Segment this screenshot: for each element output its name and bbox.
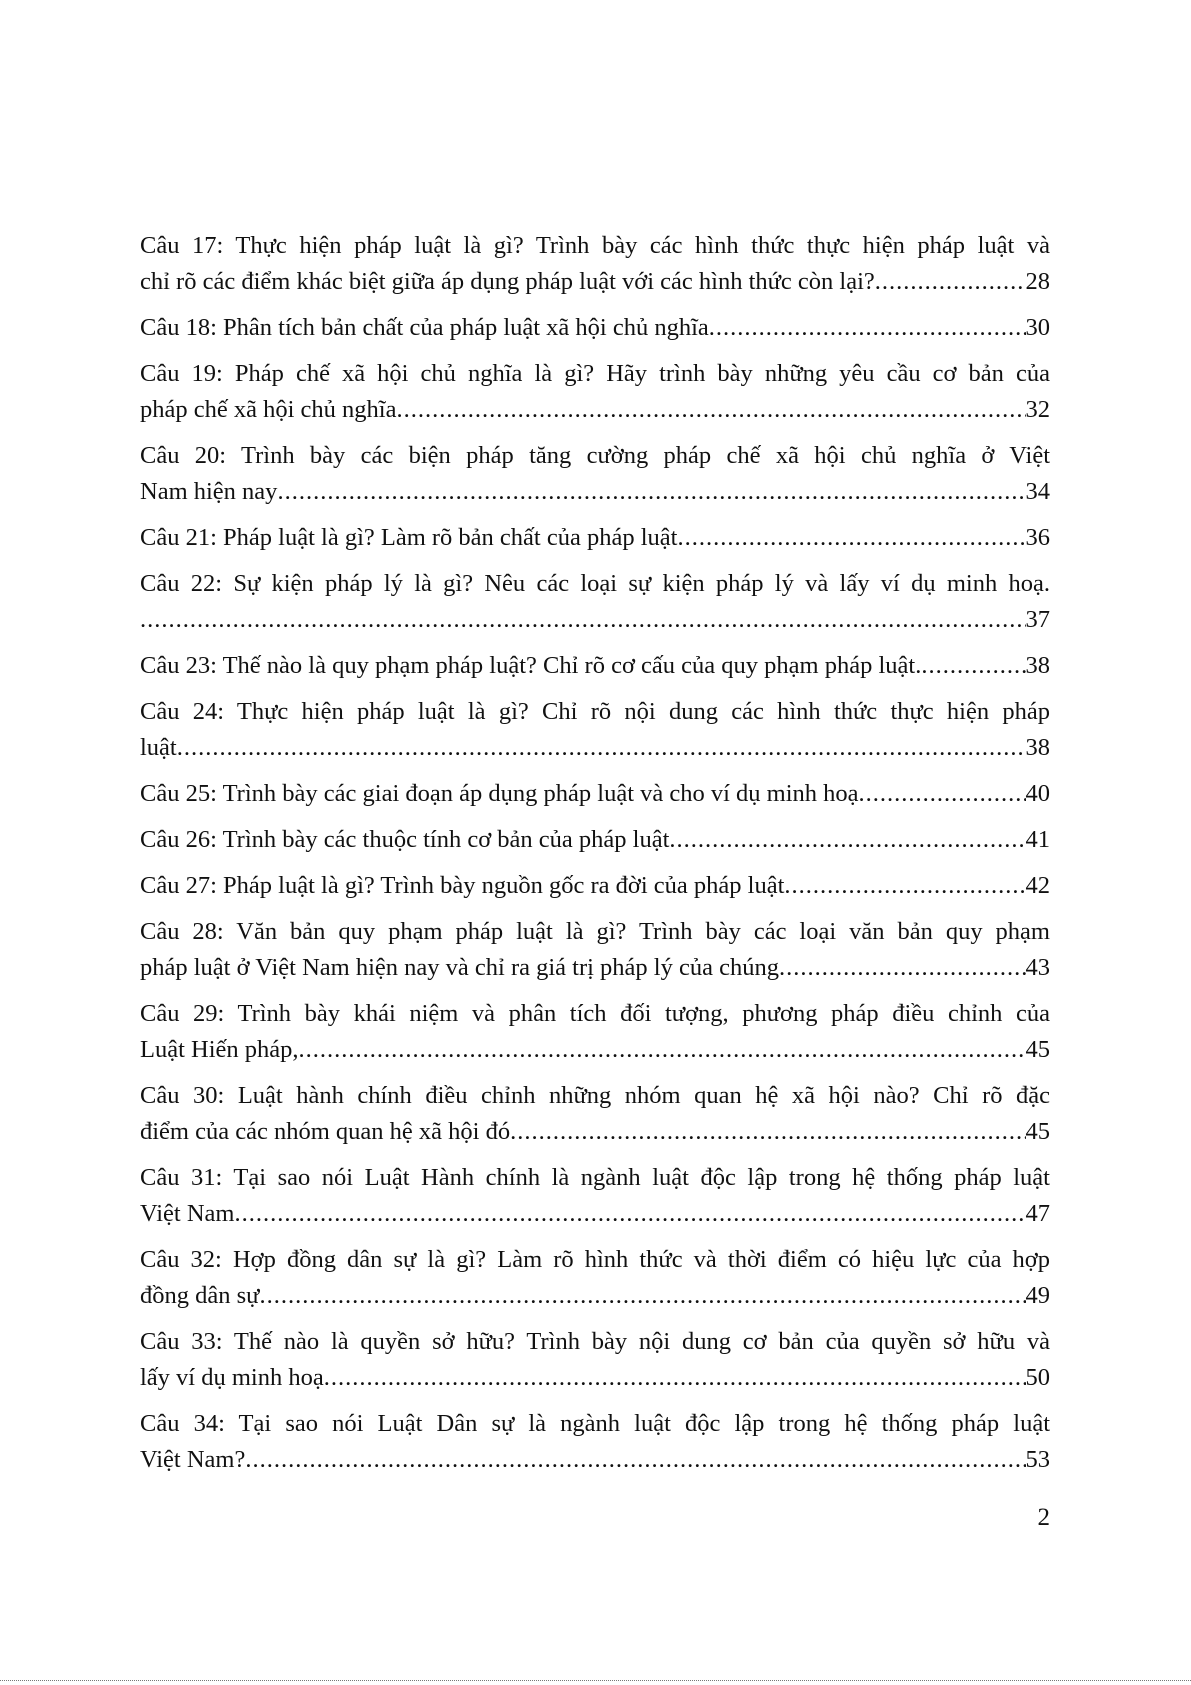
toc-entry[interactable] xyxy=(140,566,1050,638)
dot-leader xyxy=(245,1442,1025,1478)
dot-leader xyxy=(299,1032,1026,1068)
toc-entry-line: Câu 17: Thực hiện pháp luật là gì? Trình bày các hình thức thực hiện pháp luật và xyxy=(140,232,1050,259)
toc-entry-last-line xyxy=(140,730,1050,766)
dot-leader xyxy=(921,648,1025,684)
toc-entry-title: chỉ rõ các điểm khác biệt giữa áp dụng pháp luật với các hình thức còn lại? xyxy=(140,268,875,295)
toc-entry-line: Câu 33: Thế nào là quyền sở hữu? Trình bày nội dung cơ bản của quyền sở hữu và xyxy=(140,1328,1050,1355)
toc-entry[interactable] xyxy=(140,438,1050,510)
toc-entry[interactable] xyxy=(140,1078,1050,1150)
dot-leader xyxy=(779,950,1026,986)
toc-entry[interactable] xyxy=(140,310,1050,346)
dot-leader xyxy=(669,822,1025,858)
dot-leader xyxy=(177,730,1026,766)
toc-entry-page: 45 xyxy=(1025,1118,1050,1145)
toc-entry[interactable] xyxy=(140,868,1050,904)
toc-entry-last-line xyxy=(140,392,1050,428)
toc-entry-line: Câu 31: Tại sao nói Luật Hành chính là ngành luật độc lập trong hệ thống pháp luật xyxy=(140,1164,1050,1191)
dot-leader xyxy=(784,868,1025,904)
toc-entry-page: 45 xyxy=(1025,1036,1050,1063)
toc-entry[interactable] xyxy=(140,228,1050,300)
dot-leader xyxy=(259,1278,1025,1314)
toc-entry-last-line xyxy=(140,868,1050,904)
dot-leader xyxy=(677,520,1025,556)
toc-entry-title: pháp luật ở Việt Nam hiện nay và chỉ ra giá trị pháp lý của chúng xyxy=(140,954,779,981)
toc-entry[interactable] xyxy=(140,648,1050,684)
dot-leader xyxy=(140,602,1026,638)
toc-entry-page: 40 xyxy=(1025,780,1050,807)
toc-entry-page: 38 xyxy=(1025,734,1050,761)
toc-entry-page: 42 xyxy=(1025,872,1050,899)
dot-leader xyxy=(709,310,1026,346)
toc-entry-last-line xyxy=(140,1114,1050,1150)
toc-entry-last-line xyxy=(140,1196,1050,1232)
toc-entry-title: đồng dân sự xyxy=(140,1282,260,1309)
toc-entry-line: Câu 22: Sự kiện pháp lý là gì? Nêu các loại sự kiện pháp lý và lấy ví dụ minh hoạ. xyxy=(140,570,1050,597)
toc-entry-last-line xyxy=(140,1360,1050,1396)
toc-entry-page: 32 xyxy=(1025,396,1050,423)
toc-entry-line: Câu 28: Văn bản quy phạm pháp luật là gì? Trình bày các loại văn bản quy phạm xyxy=(140,918,1050,945)
toc-entry-last-line xyxy=(140,1442,1050,1478)
dot-leader xyxy=(324,1360,1026,1396)
toc-entry-title: Việt Nam? xyxy=(140,1446,246,1473)
dot-leader xyxy=(875,264,1026,300)
toc-entry-line: Câu 34: Tại sao nói Luật Dân sự là ngành luật độc lập trong hệ thống pháp luật xyxy=(140,1410,1050,1437)
toc-entry[interactable] xyxy=(140,356,1050,428)
dot-leader xyxy=(396,392,1025,428)
toc-entry-page: 53 xyxy=(1025,1446,1050,1473)
toc-entry-title: lấy ví dụ minh hoạ xyxy=(140,1364,324,1391)
toc-entry-title: Việt Nam xyxy=(140,1200,235,1227)
toc-entry-page: 49 xyxy=(1025,1282,1050,1309)
toc-entry-page: 47 xyxy=(1025,1200,1050,1227)
bottom-divider xyxy=(0,1680,1191,1681)
toc-entry-page: 38 xyxy=(1025,652,1050,679)
dot-leader xyxy=(234,1196,1025,1232)
toc-entry-title: Nam hiện nay xyxy=(140,478,278,505)
toc-entry-last-line xyxy=(140,602,1050,638)
toc-entry-title: điểm của các nhóm quan hệ xã hội đó xyxy=(140,1118,511,1145)
toc-entry-last-line xyxy=(140,822,1050,858)
toc-entry-line: Câu 19: Pháp chế xã hội chủ nghĩa là gì? Hãy trình bày những yêu cầu cơ bản của xyxy=(140,360,1050,387)
toc-entry-page: 30 xyxy=(1025,314,1050,341)
dot-leader xyxy=(277,474,1025,510)
toc-entry-last-line xyxy=(140,474,1050,510)
toc-entry-title: Câu 26: Trình bày các thuộc tính cơ bản của pháp luật xyxy=(140,826,670,853)
toc-entry-title: Câu 23: Thế nào là quy phạm pháp luật? Chỉ rõ cơ cấu của quy phạm pháp luật. xyxy=(140,652,922,679)
toc-entry-title: Câu 27: Pháp luật là gì? Trình bày nguồn gốc ra đời của pháp luật xyxy=(140,872,785,899)
toc-entry-last-line xyxy=(140,1278,1050,1314)
toc-entry-line: Câu 30: Luật hành chính điều chỉnh những nhóm quan hệ xã hội nào? Chỉ rõ đặc xyxy=(140,1082,1050,1109)
toc-entry[interactable] xyxy=(140,776,1050,812)
toc-entry[interactable] xyxy=(140,1242,1050,1314)
toc-entry-page: 36 xyxy=(1025,524,1050,551)
toc-entry-line: Câu 29: Trình bày khái niệm và phân tích đối tượng, phương pháp điều chỉnh của xyxy=(140,1000,1050,1027)
toc-entry-last-line xyxy=(140,950,1050,986)
toc-entry-title: Luật Hiến pháp, xyxy=(140,1036,299,1063)
page-number: 2 xyxy=(1037,1504,1050,1531)
toc-entry-title: Câu 25: Trình bày các giai đoạn áp dụng pháp luật và cho ví dụ minh hoạ xyxy=(140,780,859,807)
toc-entry-title: luật xyxy=(140,734,177,761)
dot-leader xyxy=(510,1114,1025,1150)
toc-entry[interactable] xyxy=(140,996,1050,1068)
toc-entry[interactable] xyxy=(140,914,1050,986)
toc-entry-line: Câu 24: Thực hiện pháp luật là gì? Chỉ rõ nội dung các hình thức thực hiện pháp xyxy=(140,698,1050,725)
toc-entry[interactable] xyxy=(140,1406,1050,1478)
dot-leader xyxy=(859,776,1026,812)
toc-entry-page: 43 xyxy=(1025,954,1050,981)
toc-entry-page: 41 xyxy=(1025,826,1050,853)
toc-entry-page: 34 xyxy=(1025,478,1050,505)
toc-entry-last-line xyxy=(140,520,1050,556)
toc-entry-line: Câu 20: Trình bày các biện pháp tăng cường pháp chế xã hội chủ nghĩa ở Việt xyxy=(140,442,1050,469)
toc-entry[interactable] xyxy=(140,520,1050,556)
toc-entry-last-line xyxy=(140,648,1050,684)
toc-entry-line: Câu 32: Hợp đồng dân sự là gì? Làm rõ hình thức và thời điểm có hiệu lực của hợp xyxy=(140,1246,1050,1273)
toc-entry-title: pháp chế xã hội chủ nghĩa xyxy=(140,396,397,423)
toc-entry[interactable] xyxy=(140,694,1050,766)
table-of-contents xyxy=(140,228,1050,1488)
toc-entry-last-line xyxy=(140,776,1050,812)
toc-entry-title: Câu 21: Pháp luật là gì? Làm rõ bản chất của pháp luật xyxy=(140,524,678,551)
toc-entry[interactable] xyxy=(140,1324,1050,1396)
toc-entry[interactable] xyxy=(140,1160,1050,1232)
toc-entry-last-line xyxy=(140,310,1050,346)
toc-entry-page: 28 xyxy=(1025,268,1050,295)
toc-entry[interactable] xyxy=(140,822,1050,858)
toc-entry-last-line xyxy=(140,264,1050,300)
toc-entry-title: Câu 18: Phân tích bản chất của pháp luật xã hội chủ nghĩa xyxy=(140,314,709,341)
toc-entry-page: 50 xyxy=(1025,1364,1050,1391)
toc-entry-page: 37 xyxy=(1025,606,1050,633)
toc-entry-last-line xyxy=(140,1032,1050,1068)
